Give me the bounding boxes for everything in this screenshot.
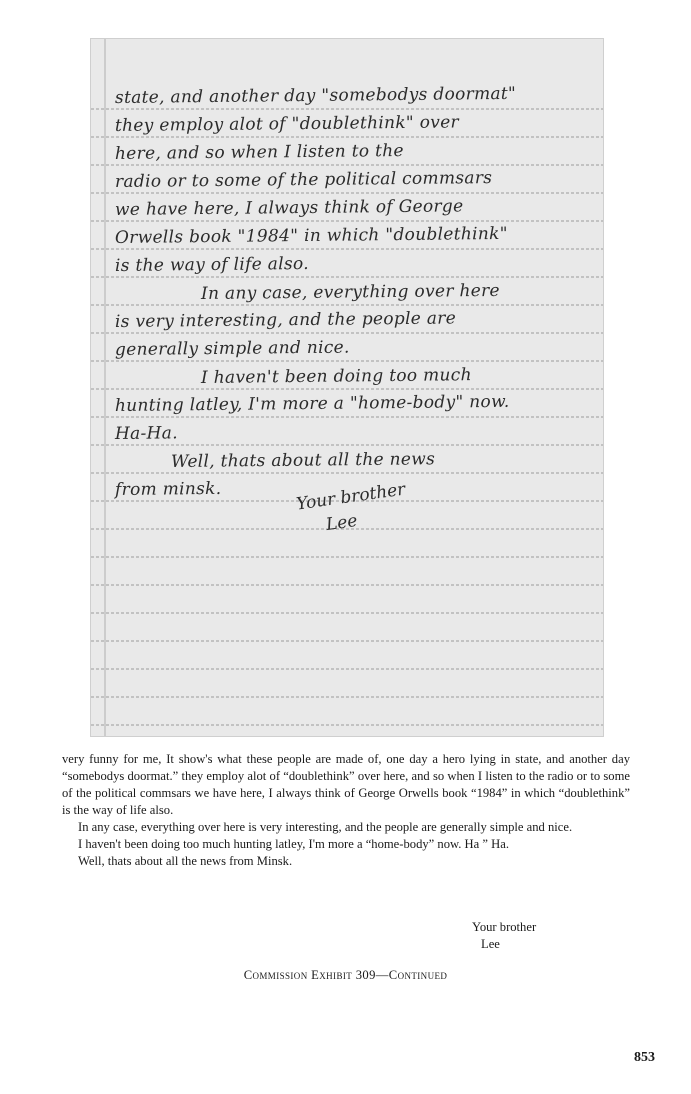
letter-transcript — [62, 751, 630, 870]
handwritten-line: Well, thats about all the news — [170, 449, 436, 472]
handwritten-line: radio or to some of the political commsars — [114, 168, 493, 192]
handwritten-letter-photo — [90, 38, 604, 737]
handwritten-line: Ha-Ha. — [114, 423, 178, 444]
handwritten-line: is very interesting, and the people are — [114, 308, 457, 332]
handwritten-line: Orwells book "1984" in which "doublethink" — [114, 223, 508, 248]
handwritten-line: here, and so when I listen to the — [114, 140, 404, 164]
page-number: 853 — [634, 1050, 655, 1065]
transcript-paragraph: Well, thats about all the news from Minsk. — [78, 854, 293, 868]
transcript-signoff — [472, 919, 536, 953]
transcript-closing: Your brother — [472, 920, 537, 934]
handwritten-line: state, and another day "somebodys doormat" — [114, 83, 517, 108]
handwritten-line: they employ alot of "doublethink" over — [114, 112, 460, 136]
handwritten-closing: Your brother — [295, 479, 407, 515]
handwritten-line: hunting latley, I'm more a "home-body" now. — [114, 391, 510, 416]
exhibit-caption: Commission Exhibit 309—Continued — [243, 968, 448, 982]
handwritten-line: In any case, everything over here — [200, 280, 500, 304]
transcript-paragraph: I haven't been doing too much hunting latley, I'm more a “home-body” now. Ha ” Ha. — [78, 837, 509, 851]
transcript-signature: Lee — [481, 937, 500, 951]
handwritten-line: I haven't been doing too much — [200, 365, 472, 388]
handwritten-line: we have here, I always think of George — [114, 196, 464, 220]
handwritten-line: from minsk. — [114, 478, 222, 500]
handwritten-line: generally simple and nice. — [114, 337, 350, 360]
transcript-paragraph: very funny for me, It show's what these people are made of, one day a hero lying in state, and another day “somebodys doormat.” they employ alot of “doublethink” over here, and so when I listen to the radio or to some of the political commsars we have here, I always think of George Orwells book “1984” in which “doublethink” is the way of life also. — [62, 752, 630, 817]
transcript-paragraph: In any case, everything over here is very interesting, and the people are generally simple and nice. — [78, 820, 573, 834]
handwritten-line: is the way of life also. — [114, 253, 310, 276]
handwritten-signature: Lee — [324, 510, 359, 536]
